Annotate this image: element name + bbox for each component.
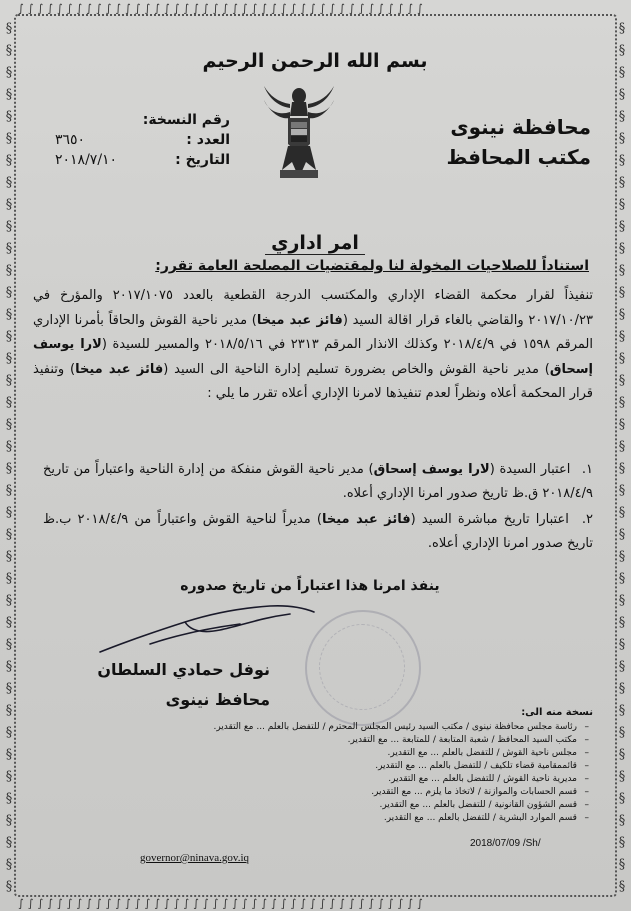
copy-number-row <box>55 110 230 130</box>
list-item: – قسم الحسابات والموازنة / لاتخاذ ما يلزم ... مع التقدير. <box>123 786 577 799</box>
list-item: ١. اعتبار السيدة (لارا يوسف إسحاق) مدير ناحية القوش منفكة من إدارة الناحية واعتباراً من تاريخ ٢٠١٨/٤/٩ ق.ظ تاريخ صدور امرنا الإداري أعلاه. <box>43 462 593 501</box>
list-item: – مديرية ناحية القوش / للتفضل بالعلم ... مع التقدير. <box>123 773 577 786</box>
eagle-emblem-icon <box>262 82 336 186</box>
number-label: العدد : <box>186 132 230 148</box>
person-name: لارا يوسف إسحاق <box>373 462 490 477</box>
person-name: فائز عبد ميخا <box>321 512 411 527</box>
signatory-name: نوفل حمادي السلطان <box>97 660 270 679</box>
reference-box <box>55 110 230 170</box>
border-ornament-top: ∫∫∫∫∫∫∫∫∫∫∫∫∫∫∫∫∫∫∫∫∫∫∫∫∫∫∫∫∫∫∫∫∫∫∫∫∫∫∫∫∫∫ <box>18 2 427 14</box>
copies-list <box>123 706 593 825</box>
handwritten-signature <box>90 600 330 660</box>
number-value: ٣٦٥٠ <box>55 132 86 148</box>
list-item: – رئاسة مجلس محافظة نينوى / مكتب السيد رئيس المجلس المحترم / للتفضل بالعلم ... مع التقدير. <box>123 721 577 734</box>
copies-heading: نسخة منه الى: <box>521 707 593 718</box>
person-name: فائز عبد ميخا <box>256 312 343 328</box>
authority-clause: استناداً للصلاحيات المخولة لنا ولمقتضيات المصلحة العامة تقرر: <box>155 258 589 274</box>
governorate-name: محافظة نينوى <box>450 115 591 139</box>
date-row <box>55 150 230 170</box>
border-ornament-bottom: ∫∫∫∫∫∫∫∫∫∫∫∫∫∫∫∫∫∫∫∫∫∫∫∫∫∫∫∫∫∫∫∫∫∫∫∫∫∫∫∫∫∫ <box>18 897 427 909</box>
list-item: – مجلس ناحية القوش / للتفضل بالعلم ... مع التقدير. <box>123 747 577 760</box>
execution-clause: ينفذ امرنا هذا اعتباراً من تاريخ صدوره <box>180 578 440 594</box>
list-item: ٢. اعتبارا تاريخ مباشرة السيد (فائز عبد ميخا) مديراً لناحية القوش واعتباراً من ٢٠١٨/٤/٩ ب.ظ تاريخ صدور امرنا الإداري أعلاه. <box>43 512 593 551</box>
document-title: امر اداري <box>230 232 400 254</box>
footer-dateline: 2018/07/09 /Sh/ <box>470 838 541 849</box>
contact-email[interactable]: governor@ninava.gov.iq <box>140 852 250 864</box>
number-row <box>55 130 230 150</box>
border-ornament-left: § § § § § § § § § § § § § § § § § § § § § § § § § § § § § § § § § § § § § § § § <box>5 21 13 893</box>
list-item: – قائممقامية قضاء تلكيف / للتفضل بالعلم ... مع التقدير. <box>123 760 577 773</box>
date-label: التاريخ : <box>175 152 230 168</box>
list-item: – مكتب السيد المحافظ / شعبة المتابعة / للمتابعة ... مع التقدير. <box>123 734 577 747</box>
copy-number-label: رقم النسخة: <box>142 112 230 128</box>
list-item: – قسم الموارد البشرية / للتفضل بالعلم ... مع التقدير. <box>123 812 577 825</box>
date-value: ٢٠١٨/٧/١٠ <box>55 152 118 168</box>
person-name: لارا يوسف إسحاق <box>33 337 593 377</box>
person-name: فائز عبد ميخا <box>75 361 164 377</box>
issuer-block <box>411 112 591 172</box>
border-ornament-right: § § § § § § § § § § § § § § § § § § § § § § § § § § § § § § § § § § § § § § § § <box>618 21 626 893</box>
office-name: مكتب المحافظ <box>446 145 591 169</box>
basmala: بسم الله الرحمن الرحيم <box>202 50 428 72</box>
order-body: تنفيذاً لقرار محكمة القضاء الإداري والمكتسب الدرجة القطعية بالعدد ٢٠١٧/١٠٧٥ والمؤرخ في ٢٠١٧/١٠/٢٣ والقاضي بالغاء قرار اقالة السيد (فائز عبد ميخا) مدير ناحية القوش والحاقاً بأمرنا الإداري المرقم ١٥٩٨ في ٢٠١٨/٤/٩ وكذلك الانذار المرقم ٢٣١٣ في ٢٠١٨/٥/١٦ والمسير للسيدة (لارا يوسف إسحاق) مدير ناحية القوش والخاص بضرورة تسليم إدارة الناحية الى السيد (فائز عبد ميخا) وتنفيذ قرار المحكمة أعلاه ونظراً لعدم تنفيذها لامرنا الإداري أعلاه تقرر ما يلي : <box>33 288 593 401</box>
list-item: – قسم الشؤون القانونية / للتفضل بالعلم ... مع التقدير. <box>123 799 577 812</box>
signatory-title: محافظ نينوى <box>165 690 270 709</box>
